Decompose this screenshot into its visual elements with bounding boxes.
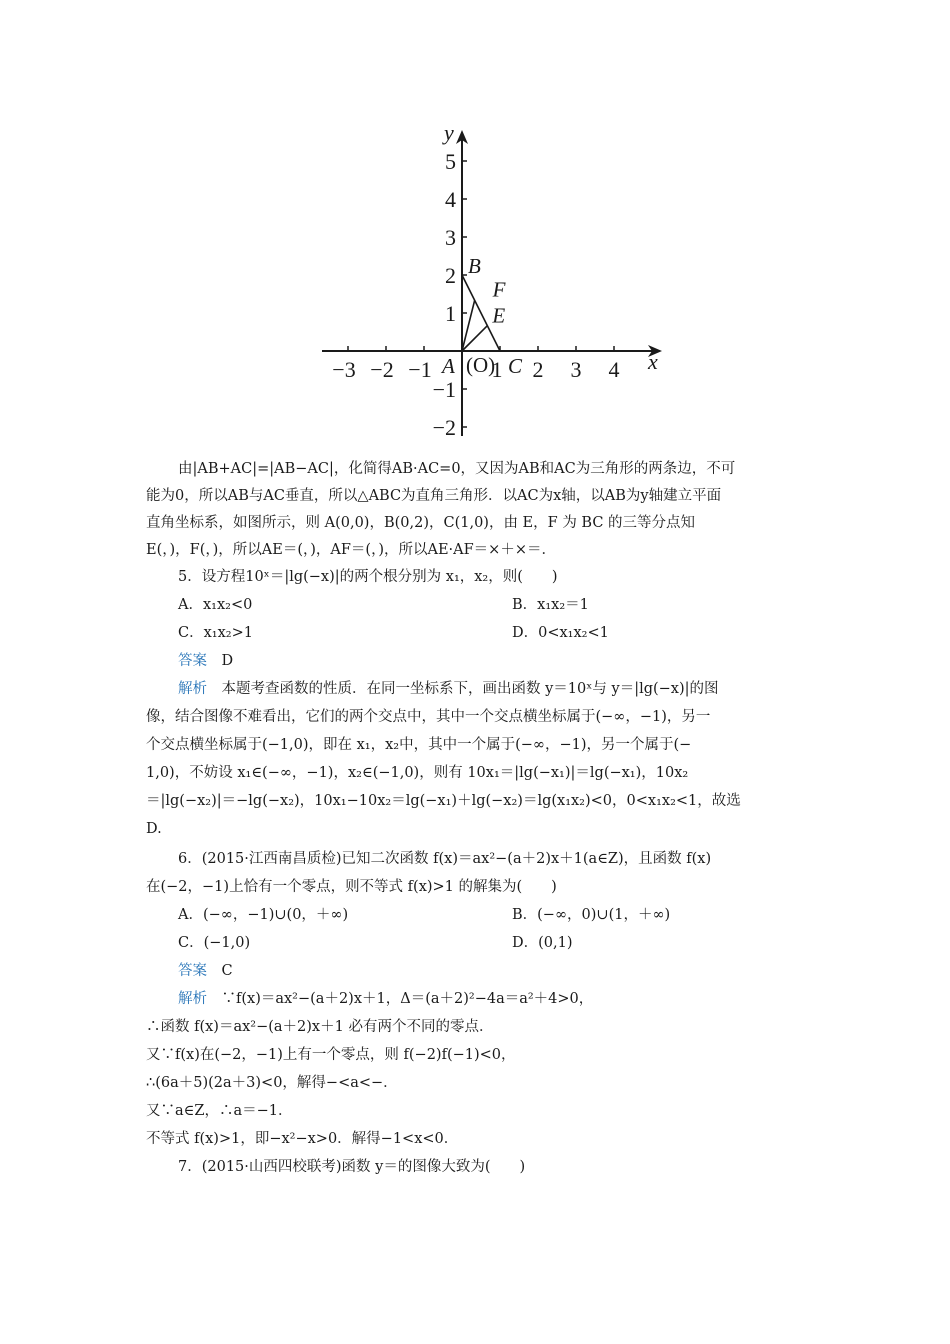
- text-line: 能为0，所以AB与AC垂直，所以△ABC为直角三角形．以AC为x轴，以AB为y轴建立平面: [146, 488, 722, 504]
- y-tick-label: 2: [445, 263, 456, 288]
- analysis-key: 解析: [178, 991, 207, 1007]
- x-tick-label: 2: [532, 357, 544, 382]
- label-c: C: [508, 354, 523, 378]
- q6-option-a: A．(−∞，−1)∪(0，＋∞): [178, 907, 349, 923]
- q5-options-row-1: [146, 592, 589, 619]
- q5-analysis-line: ＝|lg(−x₂)|＝−lg(−x₂)，10x₁−10x₂＝lg(−x₁)＋lg(−x₂)＝lg(x₁x₂)<0，0<x₁x₂<1，故选: [146, 793, 741, 809]
- q5-analysis-line: 像，结合图像不难看出，它们的两个交点中，其中一个交点横坐标属于(−∞，−1)，另一: [146, 709, 711, 725]
- x-tick-label: −2: [370, 357, 394, 382]
- x-tick-label: −1: [408, 357, 432, 382]
- y-tick-label: −1: [432, 377, 456, 402]
- q6-analysis-first: [146, 986, 593, 1013]
- q5-analysis-line: D.: [146, 821, 162, 837]
- q6-analysis-line: ∴函数 f(x)＝ax²−(a＋2)x＋1 必有两个不同的零点．: [146, 1019, 494, 1035]
- text-line: E(，)，F(，)，所以AE＝(，)，AF＝(，)，所以AE·AF＝×＋×＝．: [146, 542, 556, 558]
- q6-option-b: B．(−∞，0)∪(1，＋∞): [512, 907, 671, 923]
- question-6-stem: 6．(2015·江西南昌质检)已知二次函数 f(x)＝ax²−(a＋2)x＋1(a∈Z)，且函数 f(x): [178, 851, 712, 867]
- q6-options-row-1: [146, 902, 671, 929]
- q5-option-b: B．x₁x₂＝1: [512, 597, 589, 613]
- x-tick-label: 1: [491, 357, 503, 382]
- y-tick-label: −2: [432, 415, 456, 440]
- q5-options-row-2: [146, 620, 609, 647]
- label-b: B: [468, 254, 481, 278]
- y-tick-label: 3: [445, 225, 456, 250]
- segment-af: [462, 300, 475, 351]
- q5-analysis-line: 1,0)，不妨设 x₁∈(−∞，−1)，x₂∈(−1,0)，则有 10x₁＝|lg(−x₁)|＝lg(−x₁)，10x₂: [146, 765, 689, 781]
- label-f: F: [492, 277, 506, 302]
- analysis-text: ∵f(x)＝ax²−(a＋2)x＋1，Δ＝(a＋2)²−4a＝a²＋4>0，: [221, 991, 594, 1007]
- analysis-key: 解析: [178, 681, 207, 697]
- answer-key: 答案: [178, 653, 207, 669]
- x-axis-label: x: [648, 349, 658, 374]
- q6-option-d: D．(0,1): [512, 935, 573, 951]
- y-tick-label: 4: [445, 187, 456, 212]
- x-tick-label: −3: [332, 357, 356, 382]
- q5-option-d: D．0<x₁x₂<1: [512, 625, 609, 641]
- text-line: 由|AB+AC|=|AB−AC|，化简得AB·AC=0，又因为AB和AC为三角形的两条边，不可: [178, 461, 736, 477]
- q6-analysis-line: 又∵f(x)在(−2，−1)上有一个零点，则 f(−2)f(−1)<0，: [146, 1047, 516, 1063]
- question-6-stem: 在(−2，−1)上恰有一个零点，则不等式 f(x)>1 的解集为( ): [146, 879, 557, 895]
- q5-option-a: A．x₁x₂<0: [178, 597, 253, 613]
- question-5-stem: 5．设方程10ˣ＝|lg(−x)|的两个根分别为 x₁，x₂，则( ): [178, 569, 558, 585]
- q6-analysis-line: ∴(6a＋5)(2a＋3)<0，解得−<a<−．: [146, 1075, 398, 1091]
- answer-value: C: [221, 963, 233, 979]
- q5-analysis-first: [146, 676, 719, 703]
- question-7-stem: 7．(2015·山西四校联考)函数 y＝的图像大致为( ): [178, 1159, 526, 1175]
- q6-option-c: C．(−1,0): [178, 935, 251, 951]
- analysis-text: 本题考查函数的性质．在同一坐标系下，画出函数 y＝10ˣ与 y＝|lg(−x)|的图: [221, 681, 719, 697]
- q6-answer: [146, 958, 233, 985]
- label-e: E: [492, 303, 506, 328]
- q6-analysis-line: 又∵a∈Z，∴a＝−1．: [146, 1103, 293, 1119]
- answer-value: D: [221, 653, 234, 669]
- x-tick-label: 4: [608, 357, 620, 382]
- q5-answer: [146, 648, 233, 675]
- coordinate-figure: [300, 118, 680, 448]
- text-line: 直角坐标系，如图所示，则 A(0,0)，B(0,2)，C(1,0)，由 E，F 为 BC 的三等分点知: [146, 515, 696, 531]
- q6-options-row-2: [146, 930, 573, 957]
- label-a: A: [442, 354, 455, 378]
- y-axis-label: y: [444, 120, 454, 145]
- ticks: [332, 149, 619, 440]
- x-tick-label: 3: [570, 357, 582, 382]
- label-origin: (O): [466, 353, 496, 377]
- q5-analysis-line: 个交点横坐标属于(−1,0)，即在 x₁，x₂中，其中一个属于(−∞，−1)，另一个属于(−: [146, 737, 692, 753]
- y-tick-label: 5: [445, 149, 456, 174]
- q5-option-c: C．x₁x₂>1: [178, 625, 253, 641]
- answer-key: 答案: [178, 963, 207, 979]
- y-tick-label: 1: [445, 301, 456, 326]
- q6-analysis-line: 不等式 f(x)>1，即−x²−x>0．解得−1<x<0．: [146, 1131, 459, 1147]
